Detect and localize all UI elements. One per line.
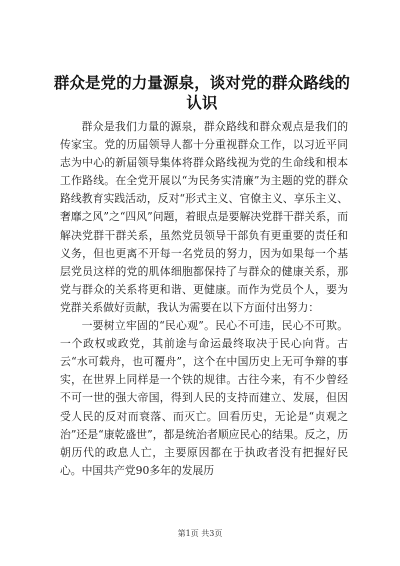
body-paragraph-2: 一要树立牢固的“民心观”。民心不可违，民心不可欺。一个政权或政党，其前途与命运最终取决于民心向背。古云“水可载舟，也可覆舟”，这个在中国历史上无可争辩的事实，在世界上同样是一个铁的规律。古往今来，有不少曾经不可一世的强大帝国，得到人民的支持而建立、发展，但因受人民的反对而衰落、而灭亡。回看历史，无论是“贞观之治”还是“康乾盛世”，都是统治者顺应民心的结果。反之，历朝历代的政息人亡，主要原因都在于执政者没有把握好民心。中国共产党90多年的发展历 (60, 319, 348, 477)
document-title: 群众是党的力量源泉，谈对党的群众路线的认识 (53, 74, 351, 112)
page-number-footer: 第1页 共3页 (177, 529, 223, 538)
body-paragraph-1: 群众是我们力量的源泉，群众路线和群众观点是我们的传家宝。党的历届领导人都十分重视群众工作，以习近平同志为中心的新届领导集体将群众路线视为党的生命线和根本工作路线。在全党开展以“为民务实清廉”为主题的党的群众路线教育实践活动，反对“形式主义、官僚主义、享乐主义、奢靡之风”之“四风”问题，着眼点是要解决党群干群关系，而解决党群干群关系，虽然党员领导干部负有更重要的责任和义务，但也更离不开每一名党员的努力，因为如果每一个基层党员这样的党的肌体细胞都保持了与群众的健康关系，那党与群众的关系将更和谐、更健康。而作为党员个人，要为党群关系做好贡献，我认为需要在以下方面付出努力： (60, 120, 348, 314)
document-body (60, 118, 348, 480)
